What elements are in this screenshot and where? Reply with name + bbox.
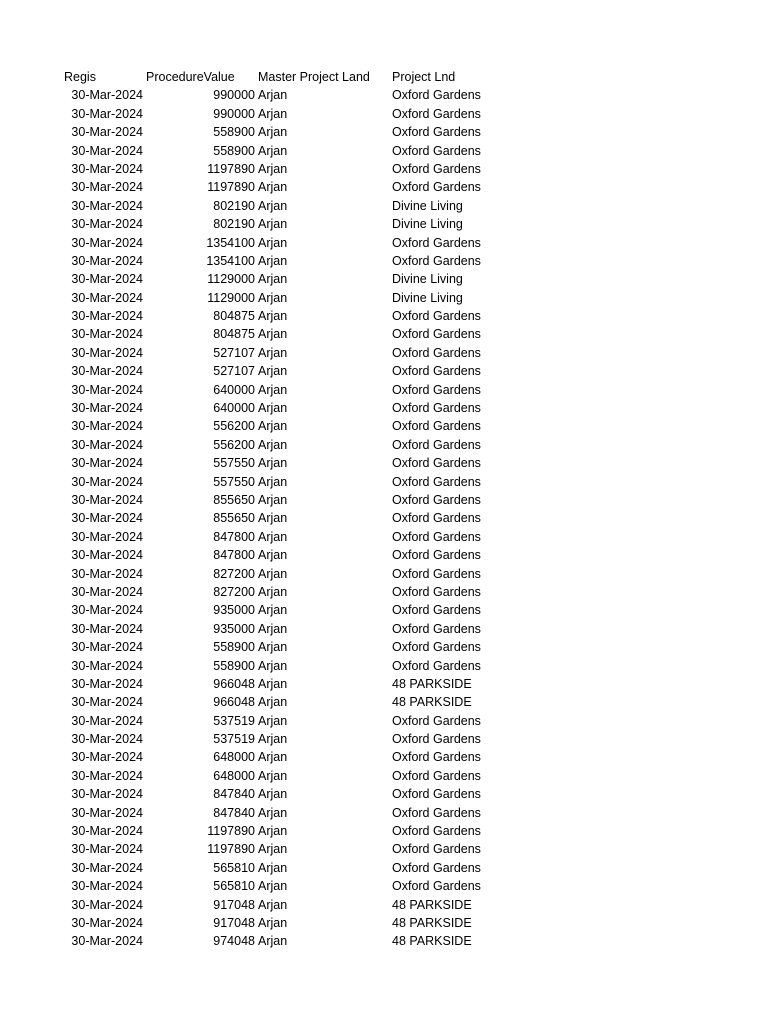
cell-procedure-value[interactable]: 935000: [213, 621, 255, 636]
cell-project-lnd[interactable]: 48 PARKSIDE: [392, 676, 472, 691]
cell-regis-date[interactable]: 30-Mar-2024: [71, 768, 143, 783]
cell-project-lnd[interactable]: 48 PARKSIDE: [392, 915, 472, 930]
cell-regis-date[interactable]: 30-Mar-2024: [71, 88, 143, 103]
cell-master-project-land[interactable]: Arjan: [258, 750, 288, 765]
table-row: [0, 325, 768, 343]
cell-project-lnd[interactable]: Oxford Gardens: [392, 658, 481, 673]
cell-project-lnd[interactable]: Oxford Gardens: [392, 180, 481, 195]
cell-project-lnd[interactable]: Oxford Gardens: [392, 805, 481, 820]
cell-master-project-land[interactable]: Arjan: [258, 345, 288, 360]
cell-project-lnd[interactable]: Oxford Gardens: [392, 621, 481, 636]
cell-project-lnd[interactable]: Oxford Gardens: [392, 419, 481, 434]
cell-regis-date[interactable]: 30-Mar-2024: [71, 419, 143, 434]
header-procedure-value[interactable]: ProcedureValue: [146, 70, 235, 84]
data-rows: [0, 86, 768, 950]
cell-project-lnd[interactable]: Oxford Gardens: [392, 750, 481, 765]
cell-master-project-land[interactable]: Arjan: [258, 125, 288, 140]
cell-regis-date[interactable]: 30-Mar-2024: [71, 401, 143, 416]
cell-project-lnd[interactable]: Oxford Gardens: [392, 143, 481, 158]
cell-procedure-value[interactable]: 802190: [213, 198, 255, 213]
table-row: [0, 620, 768, 638]
cell-master-project-land[interactable]: Arjan: [258, 787, 288, 802]
cell-master-project-land[interactable]: Arjan: [258, 235, 288, 250]
cell-procedure-value[interactable]: 537519: [213, 732, 255, 747]
cell-regis-date[interactable]: 30-Mar-2024: [71, 143, 143, 158]
cell-procedure-value[interactable]: 565810: [213, 860, 255, 875]
cell-master-project-land[interactable]: Arjan: [258, 658, 288, 673]
table-row: [0, 417, 768, 435]
table-row: [0, 932, 768, 950]
cell-project-lnd[interactable]: Oxford Gardens: [392, 584, 481, 599]
cell-project-lnd[interactable]: Oxford Gardens: [392, 492, 481, 507]
table-row: [0, 252, 768, 270]
cell-master-project-land[interactable]: Arjan: [258, 879, 288, 894]
cell-procedure-value[interactable]: 974048: [213, 934, 255, 949]
cell-master-project-land[interactable]: Arjan: [258, 88, 288, 103]
cell-regis-date[interactable]: 30-Mar-2024: [71, 327, 143, 342]
table-row: [0, 491, 768, 509]
table-row: [0, 914, 768, 932]
header-regis[interactable]: Regis: [64, 70, 96, 84]
cell-procedure-value[interactable]: 827200: [213, 584, 255, 599]
cell-regis-date[interactable]: 30-Mar-2024: [71, 217, 143, 232]
cell-master-project-land[interactable]: Arjan: [258, 584, 288, 599]
cell-project-lnd[interactable]: Oxford Gardens: [392, 235, 481, 250]
cell-master-project-land[interactable]: Arjan: [258, 364, 288, 379]
cell-project-lnd[interactable]: Oxford Gardens: [392, 106, 481, 121]
cell-regis-date[interactable]: 30-Mar-2024: [71, 198, 143, 213]
cell-regis-date[interactable]: 30-Mar-2024: [71, 897, 143, 912]
cell-procedure-value[interactable]: 1197890: [207, 161, 255, 176]
cell-regis-date[interactable]: 30-Mar-2024: [71, 824, 143, 839]
cell-procedure-value[interactable]: 827200: [213, 566, 255, 581]
cell-procedure-value[interactable]: 804875: [213, 309, 255, 324]
cell-procedure-value[interactable]: 847840: [213, 805, 255, 820]
table-row: [0, 675, 768, 693]
table-row: [0, 657, 768, 675]
cell-project-lnd[interactable]: Oxford Gardens: [392, 640, 481, 655]
cell-procedure-value[interactable]: 917048: [213, 897, 255, 912]
cell-project-lnd[interactable]: Oxford Gardens: [392, 787, 481, 802]
cell-project-lnd[interactable]: Oxford Gardens: [392, 327, 481, 342]
cell-regis-date[interactable]: 30-Mar-2024: [71, 272, 143, 287]
cell-master-project-land[interactable]: Arjan: [258, 161, 288, 176]
table-row: [0, 436, 768, 454]
cell-project-lnd[interactable]: Oxford Gardens: [392, 382, 481, 397]
cell-regis-date[interactable]: 30-Mar-2024: [71, 492, 143, 507]
cell-regis-date[interactable]: 30-Mar-2024: [71, 474, 143, 489]
cell-regis-date[interactable]: 30-Mar-2024: [71, 915, 143, 930]
cell-regis-date[interactable]: 30-Mar-2024: [71, 603, 143, 618]
cell-master-project-land[interactable]: Arjan: [258, 143, 288, 158]
cell-regis-date[interactable]: 30-Mar-2024: [71, 548, 143, 563]
cell-master-project-land[interactable]: Arjan: [258, 437, 288, 452]
table-row: [0, 234, 768, 252]
table-row: [0, 528, 768, 546]
cell-regis-date[interactable]: 30-Mar-2024: [71, 290, 143, 305]
cell-procedure-value[interactable]: 1197890: [207, 180, 255, 195]
cell-procedure-value[interactable]: 557550: [213, 474, 255, 489]
cell-procedure-value[interactable]: 847800: [213, 548, 255, 563]
cell-master-project-land[interactable]: Arjan: [258, 640, 288, 655]
cell-project-lnd[interactable]: Oxford Gardens: [392, 879, 481, 894]
cell-procedure-value[interactable]: 558900: [213, 143, 255, 158]
cell-master-project-land[interactable]: Arjan: [258, 621, 288, 636]
cell-regis-date[interactable]: 30-Mar-2024: [71, 235, 143, 250]
cell-procedure-value[interactable]: 1129000: [207, 272, 255, 287]
cell-project-lnd[interactable]: Oxford Gardens: [392, 860, 481, 875]
cell-project-lnd[interactable]: Oxford Gardens: [392, 732, 481, 747]
table-row: [0, 730, 768, 748]
cell-master-project-land[interactable]: Arjan: [258, 309, 288, 324]
cell-regis-date[interactable]: 30-Mar-2024: [71, 640, 143, 655]
cell-master-project-land[interactable]: Arjan: [258, 805, 288, 820]
cell-regis-date[interactable]: 30-Mar-2024: [71, 860, 143, 875]
cell-regis-date[interactable]: 30-Mar-2024: [71, 934, 143, 949]
cell-master-project-land[interactable]: Arjan: [258, 842, 288, 857]
spreadsheet: [0, 68, 768, 951]
cell-regis-date[interactable]: 30-Mar-2024: [71, 106, 143, 121]
table-row: [0, 344, 768, 362]
table-row: [0, 473, 768, 491]
cell-procedure-value[interactable]: 648000: [213, 750, 255, 765]
table-row: [0, 877, 768, 895]
table-row: [0, 896, 768, 914]
cell-procedure-value[interactable]: 847800: [213, 529, 255, 544]
table-row: [0, 748, 768, 766]
table-row: [0, 399, 768, 417]
cell-procedure-value[interactable]: 558900: [213, 640, 255, 655]
cell-procedure-value[interactable]: 966048: [213, 676, 255, 691]
cell-master-project-land[interactable]: Arjan: [258, 272, 288, 287]
table-row: [0, 86, 768, 104]
cell-master-project-land[interactable]: Arjan: [258, 290, 288, 305]
cell-master-project-land[interactable]: Arjan: [258, 732, 288, 747]
cell-procedure-value[interactable]: 855650: [213, 492, 255, 507]
cell-project-lnd[interactable]: Divine Living: [392, 272, 463, 287]
cell-regis-date[interactable]: 30-Mar-2024: [71, 658, 143, 673]
cell-regis-date[interactable]: 30-Mar-2024: [71, 529, 143, 544]
table-row: [0, 785, 768, 803]
cell-project-lnd[interactable]: Oxford Gardens: [392, 713, 481, 728]
cell-project-lnd[interactable]: Oxford Gardens: [392, 401, 481, 416]
cell-master-project-land[interactable]: Arjan: [258, 180, 288, 195]
cell-procedure-value[interactable]: 855650: [213, 511, 255, 526]
cell-procedure-value[interactable]: 990000: [213, 106, 255, 121]
header-project-lnd[interactable]: Project Lnd: [392, 70, 456, 84]
cell-regis-date[interactable]: 30-Mar-2024: [71, 161, 143, 176]
table-row: [0, 105, 768, 123]
table-row: [0, 142, 768, 160]
table-row: [0, 638, 768, 656]
table-row: [0, 362, 768, 380]
cell-project-lnd[interactable]: Oxford Gardens: [392, 548, 481, 563]
cell-procedure-value[interactable]: 565810: [213, 879, 255, 894]
cell-project-lnd[interactable]: Oxford Gardens: [392, 603, 481, 618]
table-row: [0, 565, 768, 583]
cell-regis-date[interactable]: 30-Mar-2024: [71, 382, 143, 397]
cell-project-lnd[interactable]: Oxford Gardens: [392, 824, 481, 839]
cell-master-project-land[interactable]: Arjan: [258, 713, 288, 728]
cell-project-lnd[interactable]: Oxford Gardens: [392, 456, 481, 471]
cell-procedure-value[interactable]: 804875: [213, 327, 255, 342]
cell-regis-date[interactable]: 30-Mar-2024: [71, 621, 143, 636]
cell-project-lnd[interactable]: Oxford Gardens: [392, 842, 481, 857]
cell-project-lnd[interactable]: Oxford Gardens: [392, 474, 481, 489]
table-row: [0, 601, 768, 619]
cell-procedure-value[interactable]: 935000: [213, 603, 255, 618]
cell-project-lnd[interactable]: Oxford Gardens: [392, 566, 481, 581]
cell-project-lnd[interactable]: Divine Living: [392, 217, 463, 232]
cell-regis-date[interactable]: 30-Mar-2024: [71, 842, 143, 857]
cell-master-project-land[interactable]: Arjan: [258, 566, 288, 581]
cell-regis-date[interactable]: 30-Mar-2024: [71, 805, 143, 820]
cell-project-lnd[interactable]: 48 PARKSIDE: [392, 695, 472, 710]
cell-project-lnd[interactable]: Oxford Gardens: [392, 768, 481, 783]
cell-regis-date[interactable]: 30-Mar-2024: [71, 309, 143, 324]
table-row: [0, 307, 768, 325]
cell-procedure-value[interactable]: 1354100: [206, 235, 255, 250]
cell-regis-date[interactable]: 30-Mar-2024: [71, 879, 143, 894]
cell-regis-date[interactable]: 30-Mar-2024: [71, 584, 143, 599]
table-row: [0, 178, 768, 196]
cell-procedure-value[interactable]: 966048: [213, 695, 255, 710]
cell-procedure-value[interactable]: 527107: [213, 364, 255, 379]
cell-regis-date[interactable]: 30-Mar-2024: [71, 456, 143, 471]
cell-project-lnd[interactable]: Oxford Gardens: [392, 364, 481, 379]
cell-master-project-land[interactable]: Arjan: [258, 548, 288, 563]
cell-procedure-value[interactable]: 802190: [213, 217, 255, 232]
cell-master-project-land[interactable]: Arjan: [258, 934, 288, 949]
cell-project-lnd[interactable]: Divine Living: [392, 198, 463, 213]
cell-procedure-value[interactable]: 917048: [213, 915, 255, 930]
table-row: [0, 583, 768, 601]
cell-master-project-land[interactable]: Arjan: [258, 456, 288, 471]
header-master-project-land[interactable]: Master Project Land: [258, 70, 370, 84]
cell-project-lnd[interactable]: Oxford Gardens: [392, 253, 481, 268]
cell-procedure-value[interactable]: 556200: [213, 437, 255, 452]
cell-master-project-land[interactable]: Arjan: [258, 492, 288, 507]
cell-procedure-value[interactable]: 1129000: [207, 290, 255, 305]
cell-procedure-value[interactable]: 556200: [213, 419, 255, 434]
cell-project-lnd[interactable]: Divine Living: [392, 290, 463, 305]
header-row: [0, 68, 768, 86]
table-row: [0, 215, 768, 233]
cell-master-project-land[interactable]: Arjan: [258, 824, 288, 839]
table-row: [0, 289, 768, 307]
cell-master-project-land[interactable]: Arjan: [258, 327, 288, 342]
cell-regis-date[interactable]: 30-Mar-2024: [71, 253, 143, 268]
cell-project-lnd[interactable]: Oxford Gardens: [392, 511, 481, 526]
cell-master-project-land[interactable]: Arjan: [258, 860, 288, 875]
cell-master-project-land[interactable]: Arjan: [258, 897, 288, 912]
cell-procedure-value[interactable]: 558900: [213, 125, 255, 140]
table-row: [0, 381, 768, 399]
table-row: [0, 546, 768, 564]
cell-master-project-land[interactable]: Arjan: [258, 529, 288, 544]
cell-regis-date[interactable]: 30-Mar-2024: [71, 732, 143, 747]
table-row: [0, 123, 768, 141]
table-row: [0, 454, 768, 472]
cell-master-project-land[interactable]: Arjan: [258, 419, 288, 434]
cell-project-lnd[interactable]: Oxford Gardens: [392, 437, 481, 452]
cell-regis-date[interactable]: 30-Mar-2024: [71, 364, 143, 379]
cell-regis-date[interactable]: 30-Mar-2024: [71, 437, 143, 452]
cell-project-lnd[interactable]: Oxford Gardens: [392, 161, 481, 176]
cell-project-lnd[interactable]: 48 PARKSIDE: [392, 897, 472, 912]
table-row: [0, 767, 768, 785]
cell-regis-date[interactable]: 30-Mar-2024: [71, 676, 143, 691]
cell-master-project-land[interactable]: Arjan: [258, 768, 288, 783]
table-row: [0, 693, 768, 711]
cell-master-project-land[interactable]: Arjan: [258, 106, 288, 121]
cell-procedure-value[interactable]: 648000: [213, 768, 255, 783]
cell-procedure-value[interactable]: 990000: [213, 88, 255, 103]
cell-regis-date[interactable]: 30-Mar-2024: [71, 125, 143, 140]
cell-master-project-land[interactable]: Arjan: [258, 401, 288, 416]
cell-regis-date[interactable]: 30-Mar-2024: [71, 345, 143, 360]
table-row: [0, 859, 768, 877]
cell-regis-date[interactable]: 30-Mar-2024: [71, 180, 143, 195]
cell-master-project-land[interactable]: Arjan: [258, 198, 288, 213]
cell-project-lnd[interactable]: Oxford Gardens: [392, 309, 481, 324]
cell-procedure-value[interactable]: 527107: [213, 345, 255, 360]
cell-procedure-value[interactable]: 537519: [213, 713, 255, 728]
cell-regis-date[interactable]: 30-Mar-2024: [71, 695, 143, 710]
cell-master-project-land[interactable]: Arjan: [258, 511, 288, 526]
cell-regis-date[interactable]: 30-Mar-2024: [71, 787, 143, 802]
cell-master-project-land[interactable]: Arjan: [258, 695, 288, 710]
cell-project-lnd[interactable]: Oxford Gardens: [392, 88, 481, 103]
table-row: [0, 160, 768, 178]
table-row: [0, 712, 768, 730]
cell-master-project-land[interactable]: Arjan: [258, 217, 288, 232]
cell-master-project-land[interactable]: Arjan: [258, 603, 288, 618]
cell-procedure-value[interactable]: 1197890: [207, 824, 255, 839]
cell-procedure-value[interactable]: 1197890: [207, 842, 255, 857]
cell-project-lnd[interactable]: Oxford Gardens: [392, 345, 481, 360]
cell-regis-date[interactable]: 30-Mar-2024: [71, 713, 143, 728]
cell-project-lnd[interactable]: 48 PARKSIDE: [392, 934, 472, 949]
table-row: [0, 197, 768, 215]
cell-master-project-land[interactable]: Arjan: [258, 382, 288, 397]
cell-master-project-land[interactable]: Arjan: [258, 915, 288, 930]
cell-master-project-land[interactable]: Arjan: [258, 474, 288, 489]
cell-procedure-value[interactable]: 558900: [213, 658, 255, 673]
cell-procedure-value[interactable]: 557550: [213, 456, 255, 471]
cell-master-project-land[interactable]: Arjan: [258, 253, 288, 268]
table-row: [0, 804, 768, 822]
cell-procedure-value[interactable]: 847840: [213, 787, 255, 802]
cell-project-lnd[interactable]: Oxford Gardens: [392, 529, 481, 544]
table-row: [0, 270, 768, 288]
cell-procedure-value[interactable]: 640000: [213, 382, 255, 397]
cell-master-project-land[interactable]: Arjan: [258, 676, 288, 691]
cell-regis-date[interactable]: 30-Mar-2024: [71, 566, 143, 581]
cell-procedure-value[interactable]: 1354100: [206, 253, 255, 268]
cell-regis-date[interactable]: 30-Mar-2024: [71, 750, 143, 765]
table-row: [0, 840, 768, 858]
cell-procedure-value[interactable]: 640000: [213, 401, 255, 416]
cell-project-lnd[interactable]: Oxford Gardens: [392, 125, 481, 140]
cell-regis-date[interactable]: 30-Mar-2024: [71, 511, 143, 526]
table-row: [0, 509, 768, 527]
table-row: [0, 822, 768, 840]
